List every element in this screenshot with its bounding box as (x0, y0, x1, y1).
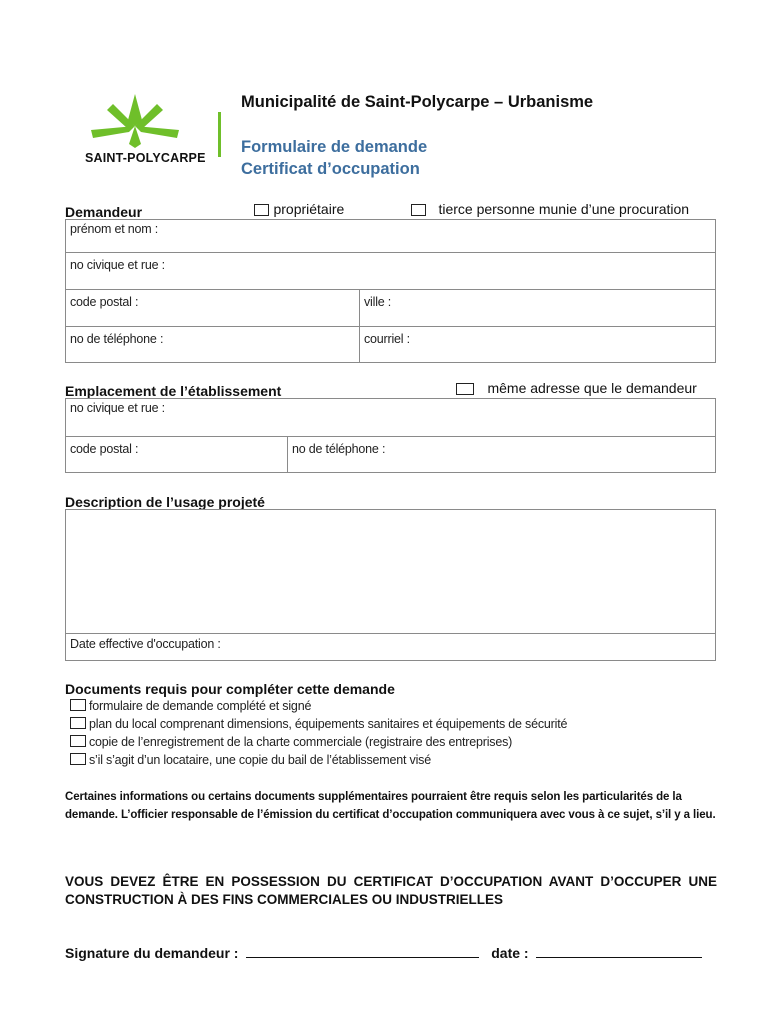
additional-info-note: Certaines informations ou certains documents supplémentaires pourraient être requis selon les particularités de la demande. L’officier responsable de l’émission du certificat d’occupation communiquera avec vous à ce sujet, s’il y a lieu. (65, 791, 716, 821)
owner-option-label: propriétaire (273, 201, 345, 217)
applicant-email-field[interactable]: courriel : (364, 332, 410, 346)
owner-checkbox[interactable] (254, 204, 269, 216)
logo-text: SAINT-POLYCARPE (85, 151, 206, 165)
documents-list (70, 697, 567, 769)
document-item[interactable] (70, 715, 567, 733)
organization-title: Municipalité de Saint-Polycarpe – Urbanisme (241, 93, 594, 111)
applicant-address-field[interactable]: no civique et rue : (70, 258, 165, 272)
form-title-line1: Formulaire de demande (241, 138, 428, 156)
document-item[interactable] (70, 733, 567, 751)
signature-row (65, 943, 702, 961)
certificate-warning: VOUS DEVEZ ÊTRE EN POSSESSION DU CERTIFICAT D’OCCUPATION AVANT D’OCCUPER UNE CONSTRUCTION À DES FINS COMMERCIALES OU INDUSTRIELLES (65, 874, 717, 907)
same-address-checkbox[interactable] (456, 383, 474, 395)
document-item[interactable] (70, 751, 567, 769)
usage-description-field[interactable] (65, 509, 716, 633)
applicant-postal-field[interactable]: code postal : (70, 295, 139, 309)
usage-section-label: Description de l’usage projeté (65, 494, 265, 510)
form-title-line2: Certificat d’occupation (241, 160, 420, 178)
document-item-label: s’il s’agit d’un locataire, une copie du bail de l’établissement visé (89, 753, 431, 767)
document-item-label: copie de l’enregistrement de la charte commerciale (registraire des entreprises) (89, 735, 513, 749)
applicant-section-label: Demandeur (65, 204, 143, 220)
applicant-name-field[interactable]: prénom et nom : (70, 222, 159, 236)
third-party-option[interactable] (411, 201, 689, 219)
document-item-label: plan du local comprenant dimensions, équipements sanitaires et équipements de sécurité (89, 717, 568, 731)
location-phone-field[interactable]: no de téléphone : (292, 442, 386, 456)
document-item-label: formulaire de demande complété et signé (89, 699, 312, 713)
location-section-label: Emplacement de l’établissement (65, 383, 282, 399)
owner-option[interactable] (254, 201, 344, 219)
same-address-label: même adresse que le demandeur (487, 380, 697, 396)
occupation-date-field[interactable]: Date effective d'occupation : (70, 637, 221, 651)
document-checkbox[interactable] (70, 699, 86, 711)
date-line[interactable] (536, 943, 702, 958)
documents-section-label: Documents requis pour compléter cette demande (65, 681, 395, 697)
applicant-phone-field[interactable]: no de téléphone : (70, 332, 164, 346)
signature-label: Signature du demandeur : (65, 945, 239, 961)
same-address-option[interactable] (456, 380, 697, 398)
municipality-logo-icon (85, 92, 185, 152)
document-item[interactable] (70, 697, 567, 715)
third-party-checkbox[interactable] (411, 204, 426, 216)
date-label: date : (491, 945, 529, 961)
logo-divider (218, 112, 221, 157)
form-title (241, 136, 427, 180)
document-checkbox[interactable] (70, 717, 86, 729)
third-party-option-label: tierce personne munie d’une procuration (438, 201, 690, 217)
signature-line[interactable] (246, 943, 479, 958)
location-address-field[interactable]: no civique et rue : (70, 401, 165, 415)
document-checkbox[interactable] (70, 753, 86, 765)
document-checkbox[interactable] (70, 735, 86, 747)
applicant-city-field[interactable]: ville : (364, 295, 392, 309)
location-postal-field[interactable]: code postal : (70, 442, 139, 456)
